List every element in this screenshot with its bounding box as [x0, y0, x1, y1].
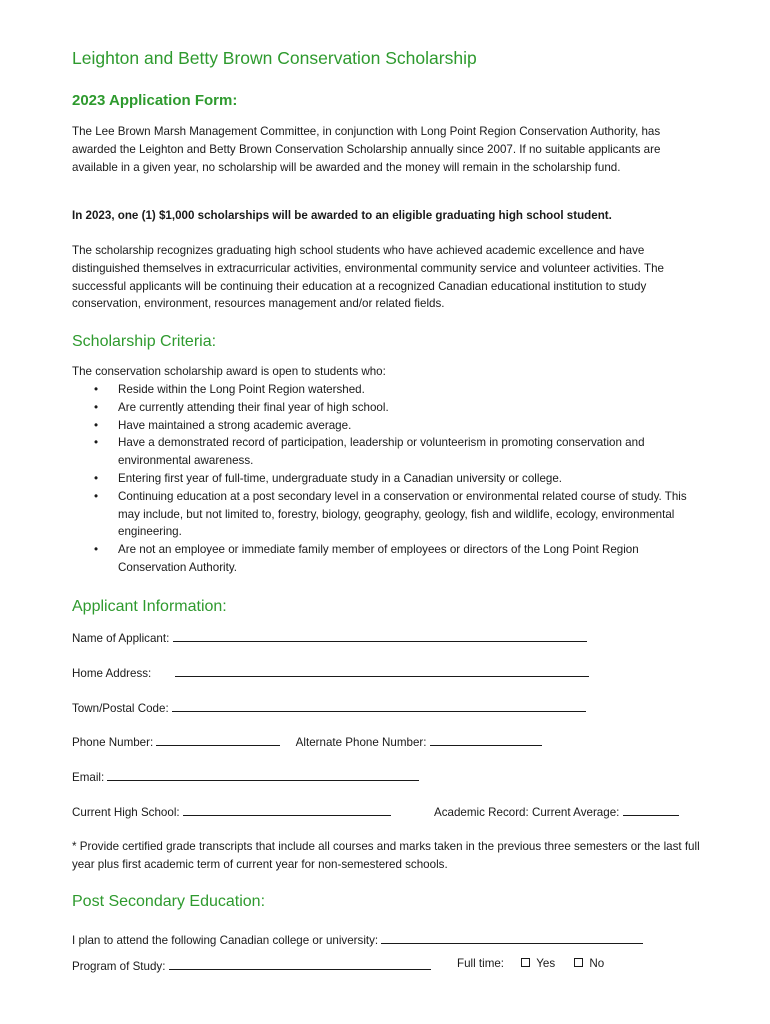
bullet-icon: •: [94, 400, 99, 414]
alt-phone-field[interactable]: [430, 733, 542, 746]
academic-record-label: Academic Record: Current Average:: [434, 806, 620, 819]
institution-row: [72, 931, 643, 947]
program-label: Program of Study:: [72, 960, 166, 973]
criteria-item-text: Continuing education at a post secondary level in a conservation or environmental related course of study. This may include, but not limited to, forestry, biology, geography, geology, fish and wildlife, ecology, environmental engineering.: [118, 489, 687, 539]
program-field[interactable]: [169, 957, 431, 970]
criteria-item-text: Have maintained a strong academic average.: [118, 418, 352, 432]
criteria-item-text: Are not an employee or immediate family member of employees or directors of the Long Point Region Conservation Authority.: [118, 543, 639, 574]
criteria-item: [72, 434, 698, 470]
academic-record-row: [434, 803, 679, 819]
program-row: [72, 957, 431, 973]
criteria-item-text: Are currently attending their final year of high school.: [118, 400, 389, 414]
town-postal-label: Town/Postal Code:: [72, 702, 169, 715]
post-secondary-heading: Post Secondary Education:: [72, 893, 266, 910]
transcript-note: * Provide certified grade transcripts that include all courses and marks taken in the previous three semesters or the last full year plus first academic term of current year for non-semestered schools.: [72, 840, 700, 871]
bullet-icon: •: [94, 436, 99, 450]
fulltime-label: Full time:: [457, 957, 505, 970]
home-address-row: [72, 664, 589, 680]
bullet-icon: •: [94, 383, 99, 396]
email-label: Email:: [72, 771, 105, 784]
intro-paragraph: The Lee Brown Marsh Management Committee, in conjunction with Long Point Region Conservation Authority, has awarded the Leighton and Betty Brown Conservation Scholarship annually since 2007. If no suitable applicants are available in a given year, no scholarship will be awarded and the money will remain in the scholarship fund.: [72, 125, 661, 174]
criteria-item-text: Have a demonstrated record of participation, leadership or volunteerism in promoting conservation and environmental awareness.: [118, 436, 645, 468]
no-label: No: [589, 957, 605, 970]
high-school-row: [72, 803, 391, 819]
form-subtitle: 2023 Application Form:: [72, 92, 238, 109]
yes-checkbox[interactable]: [521, 958, 530, 967]
applicant-name-row: [72, 629, 587, 645]
criteria-item: [72, 417, 698, 435]
criteria-item-text: Reside within the Long Point Region watershed.: [118, 383, 365, 396]
high-school-label: Current High School:: [72, 806, 180, 819]
town-postal-field[interactable]: [172, 699, 586, 712]
no-checkbox[interactable]: [574, 958, 583, 967]
criteria-item: [72, 470, 698, 488]
fulltime-row: [457, 957, 604, 970]
yes-label: Yes: [536, 957, 556, 970]
bullet-icon: •: [94, 471, 99, 485]
institution-field[interactable]: [381, 931, 643, 944]
alt-phone-label: Alternate Phone Number:: [295, 736, 427, 749]
criteria-item: [72, 541, 698, 577]
fulltime-yes-option[interactable]: [521, 957, 558, 970]
fulltime-no-option[interactable]: [574, 957, 604, 970]
email-field[interactable]: [107, 768, 419, 781]
award-statement: In 2023, one (1) $1,000 scholarships will be awarded to an eligible graduating high school student.: [72, 209, 612, 222]
bullet-icon: •: [94, 543, 99, 557]
home-address-label: Home Address:: [72, 667, 152, 680]
criteria-item: [72, 381, 698, 399]
criteria-lead: The conservation scholarship award is open to students who:: [72, 365, 386, 378]
applicant-heading: Applicant Information:: [72, 598, 227, 615]
institution-label: I plan to attend the following Canadian college or university:: [72, 934, 379, 947]
bullet-icon: •: [94, 489, 99, 503]
applicant-name-label: Name of Applicant:: [72, 632, 170, 645]
criteria-item: [72, 399, 698, 417]
phone-field[interactable]: [156, 733, 280, 746]
criteria-list: [72, 381, 698, 577]
criteria-item-text: Entering first year of full-time, undergraduate study in a Canadian university or college.: [118, 471, 563, 485]
applicant-name-field[interactable]: [173, 629, 587, 642]
town-postal-row: [72, 699, 586, 715]
home-address-field[interactable]: [175, 664, 589, 677]
bullet-icon: •: [94, 418, 99, 432]
email-row: [72, 768, 419, 784]
criteria-item: [72, 488, 698, 541]
high-school-field[interactable]: [183, 803, 391, 816]
phone-label: Phone Number:: [72, 736, 154, 749]
phone-row: [72, 733, 542, 749]
document-title: Leighton and Betty Brown Conservation Scholarship: [72, 48, 477, 68]
criteria-heading: Scholarship Criteria:: [72, 333, 217, 350]
description-paragraph: The scholarship recognizes graduating high school students who have achieved academic excellence and have distinguished themselves in extracurricular activities, environmental community service and volunteer activities. The successful applicants will be continuing their education at a recognized Canadian educational institution to study conservation, environment, resources management and/or related fields.: [72, 244, 664, 311]
current-average-field[interactable]: [623, 803, 679, 816]
